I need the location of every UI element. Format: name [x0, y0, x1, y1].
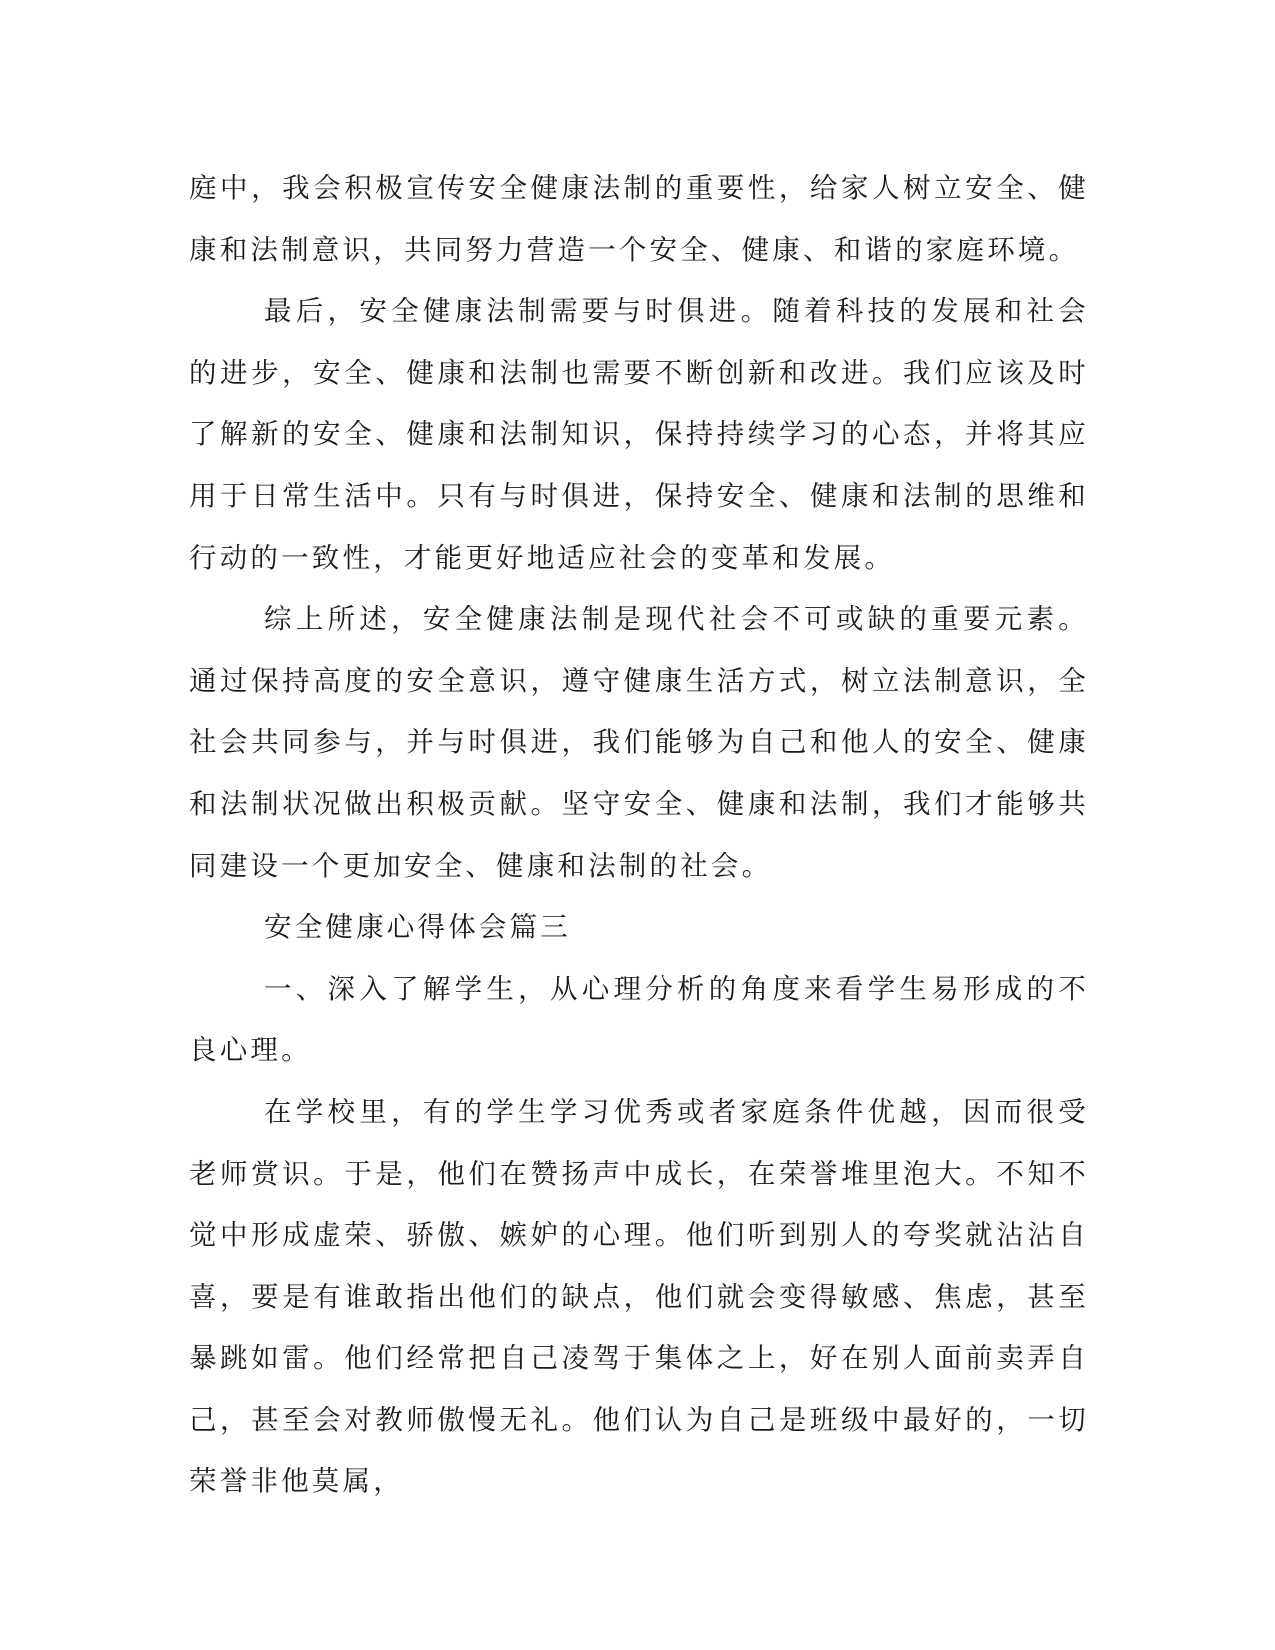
paragraph-summary: 综上所述，安全健康法制是现代社会不可或缺的重要元素。通过保持高度的安全意识，遵守健康生活方式，树立法制意识，全社会共同参与，并与时俱进，我们能够为自己和他人的安全、健康和法制状况做出积极贡献。坚守安全、健康和法制，我们才能够共同建设一个更加安全、健康和法制的社会。 — [189, 603, 1089, 882]
paragraph-keep-pace: 最后，安全健康法制需要与时俱进。随着科技的发展和社会的进步，安全、健康和法制也需要不断创新和改进。我们应该及时了解新的安全、健康和法制知识，保持持续学习的心态，并将其应用于日常生活中。只有与时俱进，保持安全、健康和法制的思维和行动的一致性，才能更好地适应社会的变革和发展。 — [189, 295, 1089, 574]
paragraph-continued: 庭中，我会积极宣传安全健康法制的重要性，给家人树立安全、健康和法制意识，共同努力营造一个安全、健康、和谐的家庭环境。 — [189, 172, 1089, 266]
paragraph-point-one: 一、深入了解学生，从心理分析的角度来看学生易形成的不良心理。 — [189, 972, 1089, 1067]
section-heading: 安全健康心得体会篇三 — [264, 911, 571, 944]
paragraph-school: 在学校里，有的学生学习优秀或者家庭条件优越，因而很受老师赏识。于是，他们在赞扬声中成长，在荣誉堆里泡大。不知不觉中形成虚荣、骄傲、嫉妒的心理。他们听到别人的夸奖就沾沾自喜，要是有谁敢指出他们的缺点，他们就会变得敏感、焦虑，甚至暴跳如雷。他们经常把自己凌驾于集体之上，好在别人面前卖弄自己，甚至会对教师傲慢无礼。他们认为自己是班级中最好的，一切荣誉非他莫属， — [189, 1095, 1089, 1498]
document-body — [189, 158, 1089, 1513]
